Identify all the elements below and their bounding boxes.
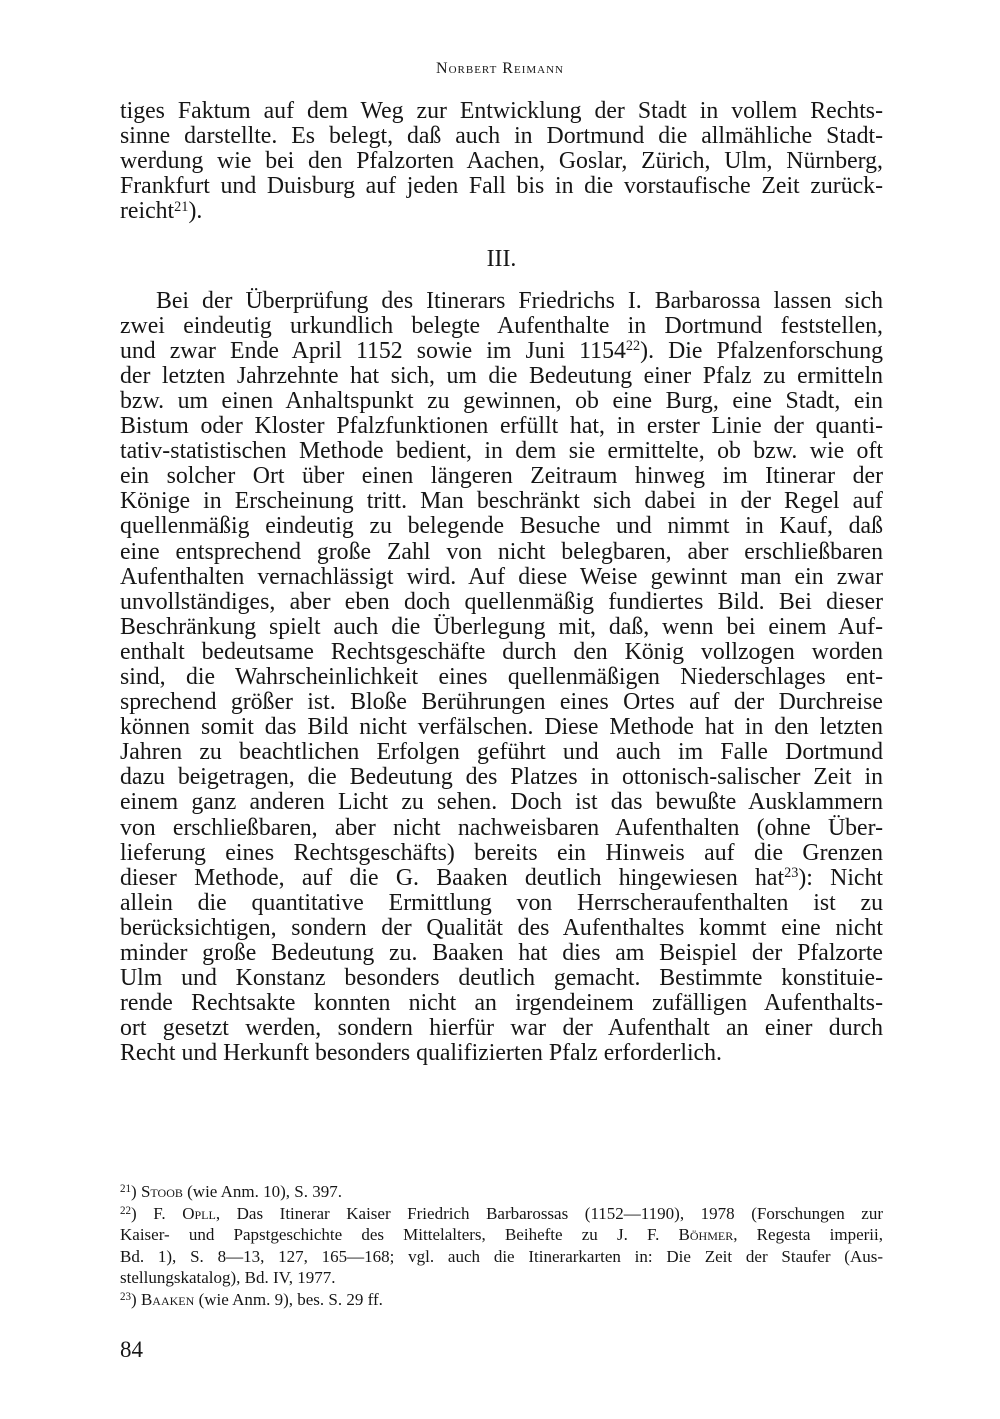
footnote-author: Opll xyxy=(182,1203,216,1223)
text-line: werdung wie bei den Pfalzorten Aachen, Goslar, Zürich, Ulm, Nürnberg, xyxy=(120,148,883,175)
footnote-reference: 21 xyxy=(174,198,189,215)
footnote-21: $^{21}$) Stoob (wie Anm. 10), S. 397. xyxy=(120,1182,343,1201)
running-head: Norbert Reimann xyxy=(436,60,564,77)
footnote-22: $^{22}$) F. Opll, Das Itinerar Kaiser Friedrich Barbarossas (1152—1190), 1978 (Forschungen zur xyxy=(120,1203,883,1223)
text-line: können somit das Bild nicht verfälschen. Diese Methode hat in den letzten xyxy=(120,714,883,741)
footnote-author: Böhmer xyxy=(678,1225,734,1244)
footnote-text: (wie Anm. 9), bes. S. 29 ff. xyxy=(194,1289,383,1309)
footnotes xyxy=(120,1181,883,1310)
text-line: Bei der Überprüfung des Itinerars Friedrichs I. Barbarossa lassen sich xyxy=(156,287,883,314)
footnote-number: 23 xyxy=(120,1290,132,1303)
text-span: ): Nicht xyxy=(798,864,884,891)
text-line: Recht und Herkunft besonders qualifizierten Pfalz erforderlich. xyxy=(120,1040,722,1067)
text-line: Jahren zu beachtlichen Erfolgen geführt und auch im Falle Dortmund xyxy=(120,739,883,766)
footnote-line xyxy=(120,1224,883,1246)
text-line: unvollständiges, aber eben doch quellenmäßig fundiertes Bild. Bei dieser xyxy=(120,588,883,615)
text-line: lieferung eines Rechtsgeschäfts) bereits ein Hinweis auf die Grenzen xyxy=(120,839,883,866)
footnote-line: stellungskatalog), Bd. IV, 1977. xyxy=(120,1268,336,1287)
text-line: zwei eindeutig urkundlich belegte Aufenthalte in Dortmund feststellen, xyxy=(120,312,883,339)
text-span: dieser Methode, auf die G. Baaken deutlich hingewiesen hat xyxy=(120,864,785,891)
text-line: Frankfurt und Duisburg auf jeden Fall bis in die vorstaufische Zeit zurück- xyxy=(120,173,883,200)
text-line xyxy=(120,199,883,224)
text-line: eine entsprechend große Zahl von nicht belegbaren, aber erschließbaren xyxy=(120,538,883,565)
footnote-number: 22 xyxy=(120,1204,132,1217)
text-line: allein die quantitative Ermittlung von Herrscheraufenthalten ist zu xyxy=(120,889,883,916)
footnote-text: F. xyxy=(136,1203,183,1223)
text-line: enthalt bedeutsame Rechtsgeschäfte durch den König vollzogen worden xyxy=(120,638,883,665)
text-line: sinne darstellte. Es belegt, daß auch in Dortmund die allmähliche Stadt- xyxy=(120,123,883,150)
footnote-reference: 23 xyxy=(784,864,799,881)
text-line xyxy=(120,339,883,364)
text-line: bzw. um einen Anhaltspunkt zu gewinnen, ob eine Burg, eine Stadt, ein xyxy=(120,387,883,414)
text-span: ). Die Pfalzenforschung xyxy=(640,337,883,364)
footnote-number: 21 xyxy=(120,1183,132,1196)
text-line: Beschränkung spielt auch die Überlegung mit, daß, wenn bei einem Auf- xyxy=(120,613,883,640)
text-line: Ulm und Konstanz besonders deutlich gemacht. Bestimmte konstituie- xyxy=(120,965,883,992)
text-line: minder große Bedeutung zu. Baaken hat dies am Beispiel der Pfalzorte xyxy=(120,940,883,966)
text-line: rende Rechtsakte konnten nicht an irgendeinem zufälligen Aufenthalts- xyxy=(120,990,883,1017)
text-span: reicht xyxy=(120,198,175,225)
footnote-text: , Regesta imperii, xyxy=(733,1225,883,1244)
text-line: einem ganz anderen Licht zu sehen. Doch ist das bewußte Ausklammern xyxy=(120,789,883,816)
footnote-text: , Das Itinerar Kaiser Friedrich Barbarossas (1152—1190), 1978 (Forschungen zur xyxy=(215,1203,883,1223)
text-line: Aufenthalten vernachlässigt wird. Auf diese Weise gewinnt man ein zwar xyxy=(120,563,883,590)
text-line: Könige in Erscheinung tritt. Man beschränkt sich dabei in der Regel auf xyxy=(120,488,883,515)
text-line: Bistum oder Kloster Pfalzfunktionen erfüllt hat, in erster Linie der quanti- xyxy=(120,413,883,440)
body-text xyxy=(120,99,883,1066)
text-line: tativ-statistischen Methode bedient, in dem sie ermittelte, ob bzw. wie oft xyxy=(120,438,883,465)
text-span: ). xyxy=(188,198,203,225)
footnote-reference: 22 xyxy=(625,337,641,354)
text-line: berücksichtigen, sondern der Qualität des Aufenthaltes kommt eine nicht xyxy=(120,914,883,941)
text-line: von erschließbaren, aber nicht nachweisbaren Aufenthalten (ohne Über- xyxy=(120,814,883,841)
text-span: und zwar Ende April 1152 sowie im Juni 1154 xyxy=(120,337,626,364)
text-line: ein solcher Ort über einen längeren Zeitraum hinweg im Itinerar der xyxy=(120,463,883,490)
text-line: dazu beigetragen, die Bedeutung des Platzes in ottonisch-salischer Zeit in xyxy=(120,764,883,791)
footnote-author: Baaken xyxy=(140,1289,195,1309)
footnote-text: (wie Anm. 10), S. 397. xyxy=(182,1182,343,1201)
footnote-author: Stoob xyxy=(140,1182,183,1201)
footnote-text: Kaiser- und Papstgeschichte des Mittelalters, Beihefte zu J. F. xyxy=(120,1225,679,1244)
text-line: der letzten Jahrzehnte hat sich, um die Bedeutung einer Pfalz zu ermitteln xyxy=(120,362,883,389)
text-line: quellenmäßig eindeutig zu belegende Besuche und nimmt in Kauf, daß xyxy=(120,513,883,540)
text-line: tiges Faktum auf dem Weg zur Entwicklung der Stadt in vollem Rechts- xyxy=(120,98,883,124)
footnote-23: $^{23}$) Baaken (wie Anm. 9), bes. S. 29 ff. xyxy=(120,1289,383,1309)
footnote-line: Bd. 1), S. 8—13, 127, 165—168; vgl. auch die Itinerarkarten in: Die Zeit der Staufer (Aus- xyxy=(120,1246,883,1266)
text-line: sprechend größer ist. Bloße Berührungen eines Ortes auf der Durchreise xyxy=(120,689,883,716)
page-number: 84 xyxy=(120,1337,143,1362)
text-line: ort gesetzt werden, sondern hierfür war der Aufenthalt an einer durch xyxy=(120,1015,883,1042)
text-line xyxy=(120,866,883,891)
text-line: sind, die Wahrscheinlichkeit eines quellenmäßigen Niederschlages ent- xyxy=(120,663,883,690)
section-heading: III. xyxy=(486,246,517,273)
